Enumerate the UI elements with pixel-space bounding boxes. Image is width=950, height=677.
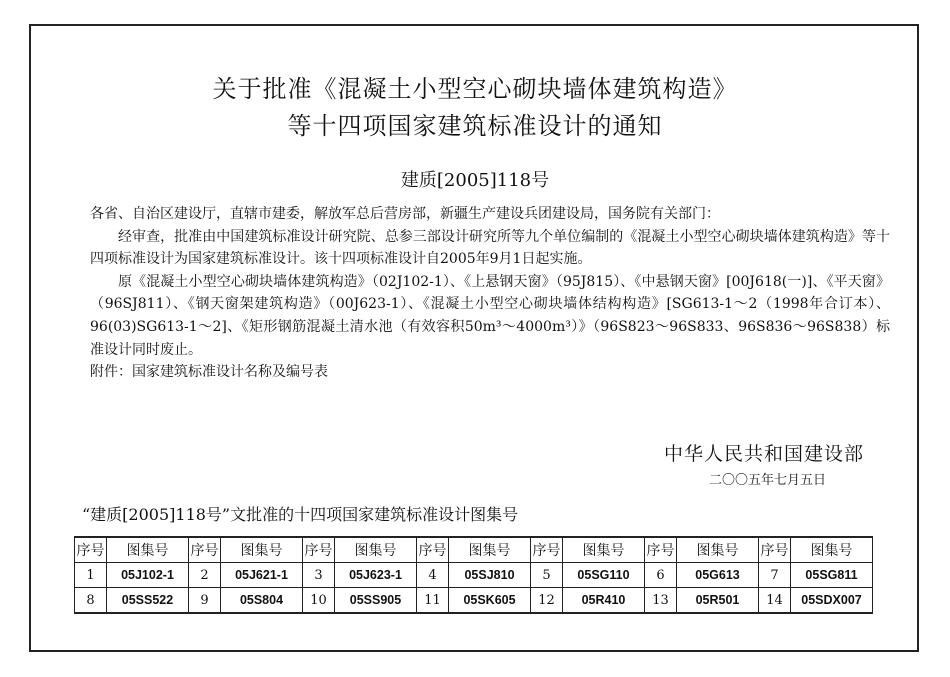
atlas-code-cell: 05SG110 bbox=[563, 563, 645, 588]
atlas-code-cell: 05SK605 bbox=[449, 588, 531, 614]
seq-cell: 2 bbox=[189, 563, 221, 588]
seq-cell: 5 bbox=[531, 563, 563, 588]
signature-block bbox=[664, 439, 864, 488]
atlas-code-cell: 05J102-1 bbox=[107, 563, 189, 588]
abolition-paragraph: 原《混凝土小型空心砌块墙体建筑构造》（02J102-1）、《上悬钢天窗》（95J815）、《中悬钢天窗》[00J618(一)]、《平天窗》（96SJ811）、《钢天窗架建筑构造》（00J623-1）、《混凝土小型空心砌块墙体结构构造》[SG613-1～2（1998年合订本）、96(03)SG613-1～2]、《矩形钢筋混凝土清水池（有效容积50m³～4000m³）》（96S823～96S833、96S836～96S838）标准设计同时废止。 bbox=[90, 273, 890, 358]
atlas-code-cell: 05SJ810 bbox=[449, 563, 531, 588]
header-code: 图集号 bbox=[677, 537, 759, 563]
seq-cell: 7 bbox=[759, 563, 791, 588]
seq-cell: 3 bbox=[303, 563, 335, 588]
notice-body bbox=[90, 203, 890, 384]
notice-title-line-1: 关于批准《混凝土小型空心砌块墙体建筑构造》 bbox=[212, 75, 738, 103]
table-caption: “建质[2005]118号”文批准的十四项国家建筑标准设计图集号 bbox=[82, 505, 519, 524]
atlas-code-cell: 05J623-1 bbox=[335, 563, 417, 588]
issuing-organization: 中华人民共和国建设部 bbox=[663, 443, 864, 465]
header-seq: 序号 bbox=[189, 537, 221, 563]
approval-paragraph: 经审查，批准由中国建筑标准设计研究院、总参三部设计研究所等九个单位编制的《混凝土小型空心砌块墙体建筑构造》等十四项标准设计为国家建筑标准设计。该十四项标准设计自2005年9月1日起实施。 bbox=[90, 228, 890, 268]
table-header-row bbox=[75, 537, 873, 563]
attachment-note: 附件：国家建筑标准设计名称及编号表 bbox=[90, 364, 328, 381]
atlas-number-table bbox=[74, 536, 873, 614]
header-code: 图集号 bbox=[449, 537, 531, 563]
seq-cell: 12 bbox=[531, 588, 563, 614]
atlas-code-cell: 05SG811 bbox=[791, 563, 873, 588]
seq-cell: 6 bbox=[645, 563, 677, 588]
atlas-code-cell: 05SDX007 bbox=[791, 588, 873, 614]
table-row bbox=[75, 588, 873, 614]
issue-date: 二〇〇五年七月五日 bbox=[708, 473, 826, 488]
seq-cell: 8 bbox=[75, 588, 107, 614]
seq-cell: 4 bbox=[417, 563, 449, 588]
atlas-code-cell: 05SS905 bbox=[335, 588, 417, 614]
seq-cell: 11 bbox=[417, 588, 449, 614]
header-seq: 序号 bbox=[417, 537, 449, 563]
atlas-code-cell: 05S804 bbox=[221, 588, 303, 614]
header-seq: 序号 bbox=[75, 537, 107, 563]
atlas-code-cell: 05SS522 bbox=[107, 588, 189, 614]
atlas-code-cell: 05J621-1 bbox=[221, 563, 303, 588]
seq-cell: 14 bbox=[759, 588, 791, 614]
atlas-code-cell: 05R410 bbox=[563, 588, 645, 614]
table-row bbox=[75, 563, 873, 588]
notice-title-line-2: 等十四项国家建筑标准设计的通知 bbox=[287, 112, 663, 140]
header-seq: 序号 bbox=[303, 537, 335, 563]
header-seq: 序号 bbox=[531, 537, 563, 563]
header-seq: 序号 bbox=[759, 537, 791, 563]
atlas-code-cell: 05R501 bbox=[677, 588, 759, 614]
header-code: 图集号 bbox=[107, 537, 189, 563]
seq-cell: 10 bbox=[303, 588, 335, 614]
header-seq: 序号 bbox=[645, 537, 677, 563]
seq-cell: 9 bbox=[189, 588, 221, 614]
header-code: 图集号 bbox=[791, 537, 873, 563]
addressee: 各省、自治区建设厅，直辖市建委，解放军总后营房部，新疆生产建设兵团建设局，国务院有关部门： bbox=[90, 206, 720, 222]
seq-cell: 1 bbox=[75, 563, 107, 588]
header-code: 图集号 bbox=[335, 537, 417, 563]
header-code: 图集号 bbox=[563, 537, 645, 563]
document-number: 建质[2005]118号 bbox=[400, 170, 550, 191]
header-code: 图集号 bbox=[221, 537, 303, 563]
atlas-code-cell: 05G613 bbox=[677, 563, 759, 588]
seq-cell: 13 bbox=[645, 588, 677, 614]
